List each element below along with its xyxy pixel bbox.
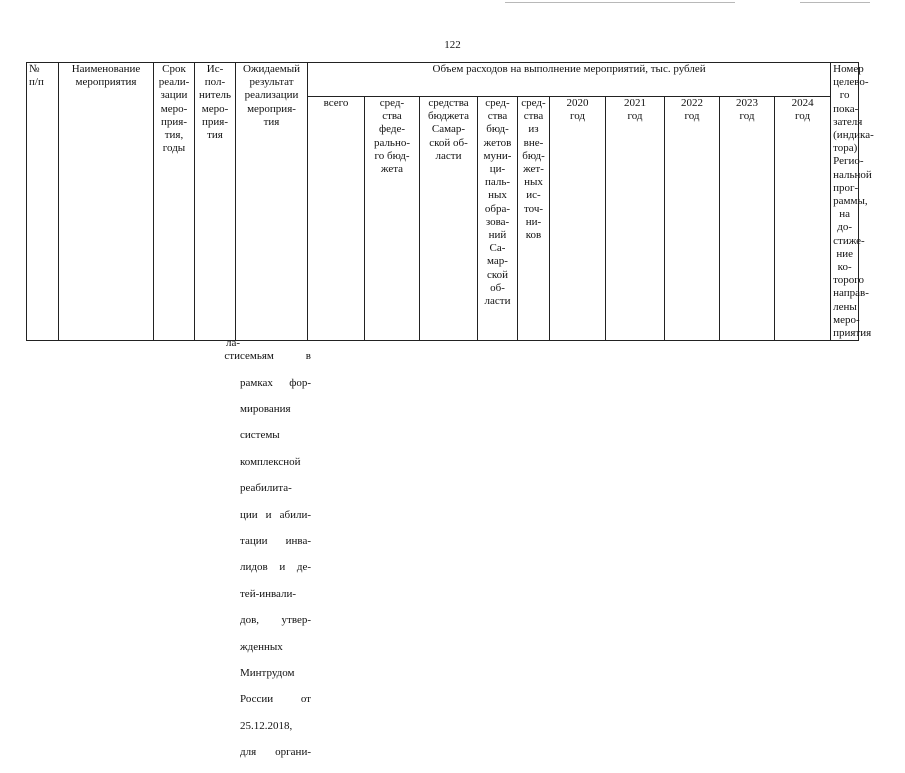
result-line: комплексной bbox=[240, 455, 301, 468]
col-municipal: сред- ства бюд- жетов муни- ци- паль- ных обра- зова- ний Са- мар- ской об- ласти bbox=[478, 97, 518, 341]
top-rule-left bbox=[505, 2, 735, 3]
result-line: России от bbox=[240, 693, 311, 706]
col-year-2022: 2022 год bbox=[665, 97, 720, 341]
col-total: всего bbox=[308, 97, 365, 341]
col-regional: средства бюджета Самар- ской об- ласти bbox=[420, 97, 478, 341]
result-line: семьям в bbox=[240, 350, 311, 363]
col-indicator: Номер целево- го пока- зателя (индика- тора) Регио- нальной прог- раммы, на до- стиже- ние ко- торого направ- лены меро- приятия bbox=[831, 63, 859, 341]
result-line: тей-инвали- bbox=[240, 587, 297, 600]
col-result: Ожидаемый результат реализации мероприя- тия bbox=[236, 63, 308, 341]
col-year-2023: 2023 год bbox=[720, 97, 775, 341]
col-offbudget: сред- ства из вне- бюд- жет- ных ис- точ- ни- ков bbox=[518, 97, 550, 341]
result-line: мирования bbox=[240, 403, 291, 416]
col-year-2020: 2020 год bbox=[550, 97, 606, 341]
page-number: 122 bbox=[444, 39, 461, 51]
result-line: реабилита- bbox=[240, 482, 292, 495]
col-executor: Ис- пол- нитель меро- прия- тия bbox=[195, 63, 236, 341]
result-line: системы bbox=[240, 429, 280, 442]
result-line: тации инва- bbox=[240, 535, 311, 548]
result-line: жденных bbox=[240, 640, 283, 653]
col-federal: сред- ства феде- рально- го бюд- жета bbox=[365, 97, 420, 341]
result-line: 25.12.2018, bbox=[240, 719, 293, 732]
col-term: Срок реали- зации меро- прия- тия, годы bbox=[154, 63, 195, 341]
result-line: дов, утвер- bbox=[240, 614, 311, 627]
result-line: рамках фор- bbox=[240, 376, 311, 389]
col-year-2021: 2021 год bbox=[606, 97, 665, 341]
top-rule-right bbox=[800, 2, 870, 3]
col-year-2024: 2024 год bbox=[775, 97, 831, 341]
expenses-table-header bbox=[26, 62, 874, 341]
result-line: Минтрудом bbox=[240, 667, 295, 680]
col-expenses: Объем расходов на выполнение мероприятий, тыс. рублей bbox=[308, 63, 831, 97]
col-number: № п/п bbox=[27, 63, 59, 341]
result-line: для органи- bbox=[240, 746, 311, 759]
continuation-result bbox=[240, 337, 311, 773]
continuation-executor: ла- сти bbox=[224, 337, 240, 363]
col-name: Наименование мероприятия bbox=[59, 63, 154, 341]
result-line: лидов и де- bbox=[240, 561, 311, 574]
result-line: ции и абили- bbox=[240, 508, 311, 521]
